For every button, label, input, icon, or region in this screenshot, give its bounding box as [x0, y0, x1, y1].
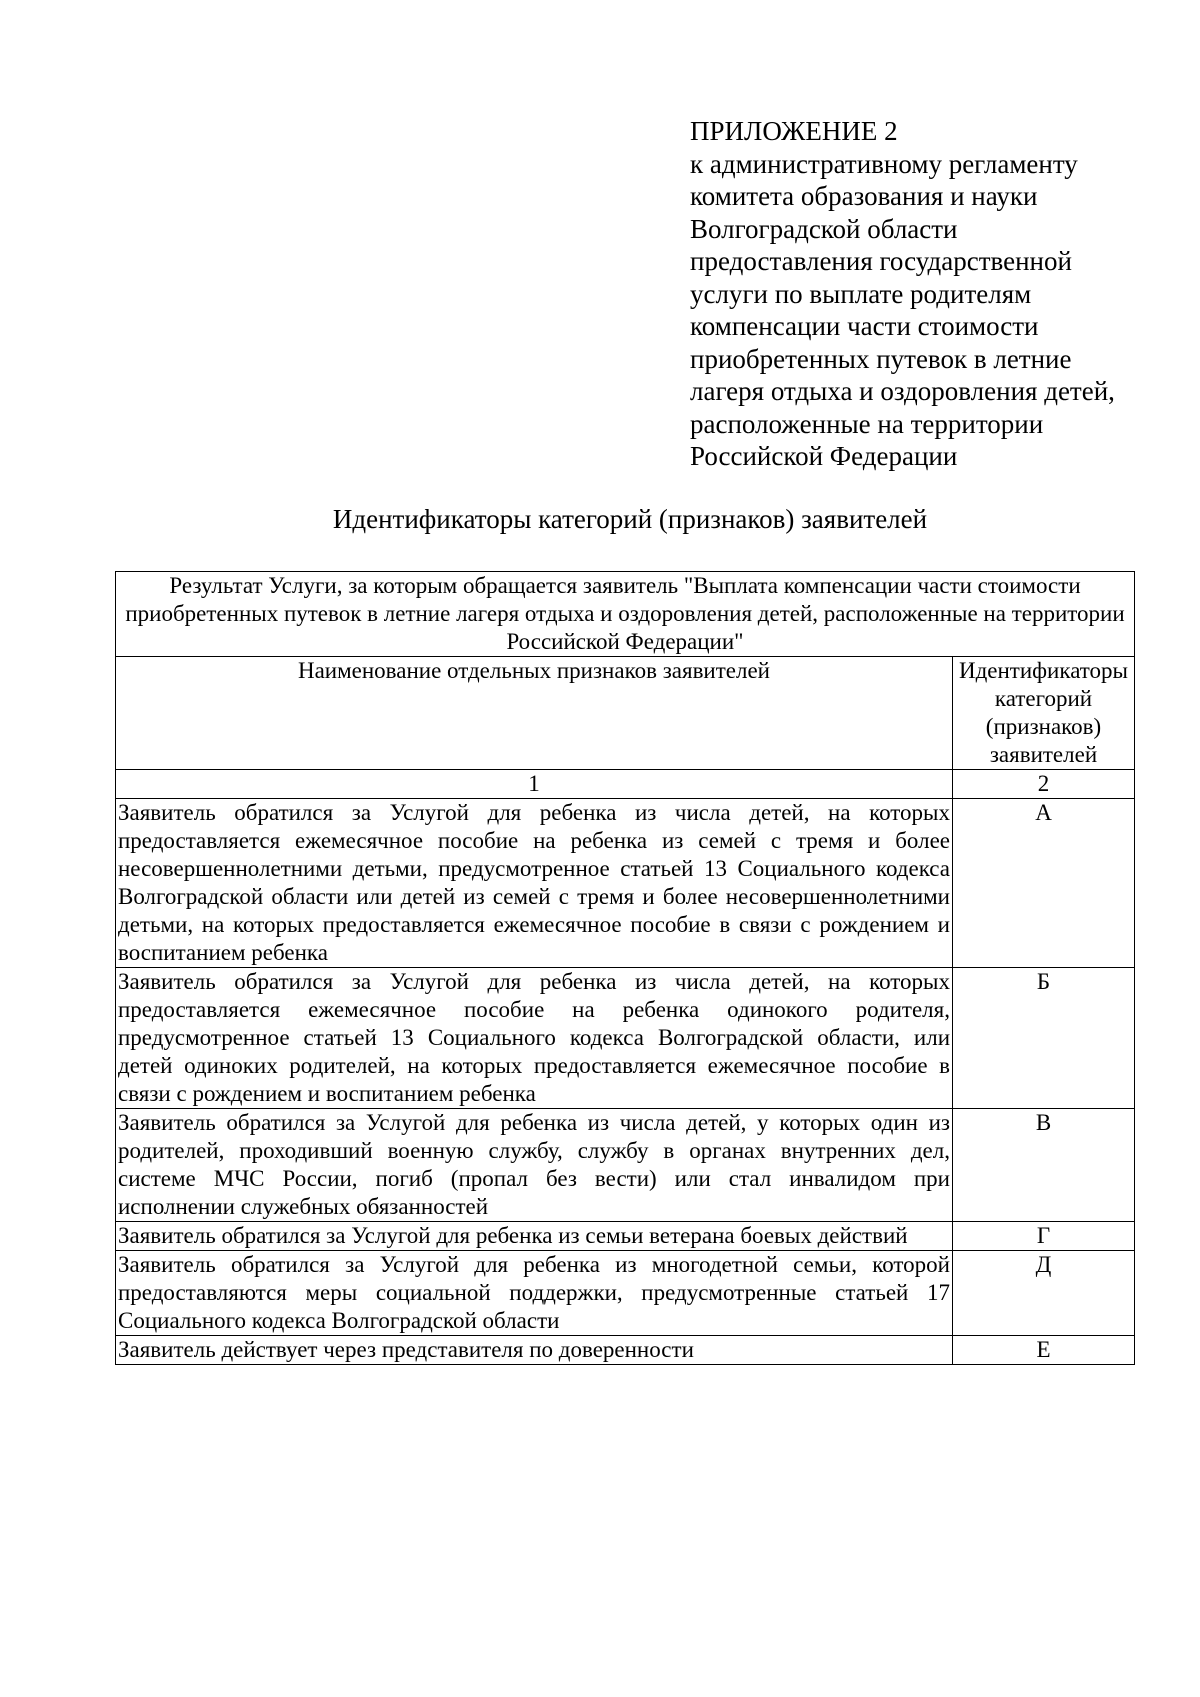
row-description: Заявитель действует через представителя по доверенности — [116, 1336, 953, 1365]
table-caption: Результат Услуги, за которым обращается заявитель "Выплата компенсации части стоимости приобретенных путевок в летние лагеря отдыха и оздоровления детей, расположенные на территории Российской Федерации" — [116, 572, 1135, 657]
table-row — [116, 1109, 1135, 1222]
column-header-features: Наименование отдельных признаков заявителей — [116, 657, 953, 770]
column-number-row — [116, 770, 1135, 799]
appendix-line: услуги по выплате родителям — [690, 278, 1032, 309]
table-row — [116, 968, 1135, 1109]
appendix-line: ПРИЛОЖЕНИЕ 2 — [690, 116, 898, 146]
row-identifier: Д — [953, 1251, 1135, 1336]
table-row — [116, 1222, 1135, 1251]
row-identifier: А — [953, 799, 1135, 968]
column-number-1: 1 — [116, 770, 953, 799]
row-identifier: Б — [953, 968, 1135, 1109]
row-identifier: Г — [953, 1222, 1135, 1251]
table-row — [116, 1251, 1135, 1336]
row-identifier: В — [953, 1109, 1135, 1222]
row-identifier: Е — [953, 1336, 1135, 1365]
appendix-line: расположенные на территории — [690, 408, 1044, 439]
row-description: Заявитель обратился за Услугой для ребенка из числа детей, на которых предоставляется ежемесячное пособие на ребенка одинокого родителя, предусмотренное статьей 13 Социального кодекса Волгоградской области, или детей одиноких родителей, на которых предоставляется ежемесячное пособие в связи с рождением и воспитанием ребенка — [116, 968, 953, 1109]
document-title: Идентификаторы категорий (признаков) заявителей — [332, 504, 928, 534]
column-number-2: 2 — [953, 770, 1135, 799]
column-header-identifiers: Идентификаторы категорий (признаков) заявителей — [953, 657, 1135, 770]
appendix-line: комитета образования и науки — [690, 181, 1038, 211]
row-description: Заявитель обратился за Услугой для ребенка из числа детей, у которых один из родителей, проходивший военную службу, службу в органах внутренних дел, системе МЧС России, погиб (пропал без вести) или стал инвалидом при исполнении служебных обязанностей — [116, 1109, 953, 1222]
table-header-row — [116, 657, 1135, 770]
appendix-line: Волгоградской области — [690, 213, 958, 244]
row-description: Заявитель обратился за Услугой для ребенка из многодетной семьи, которой предоставляются меры социальной поддержки, предусмотренные статьей 17 Социального кодекса Волгоградской области — [116, 1251, 953, 1336]
table-row — [116, 799, 1135, 968]
table-row — [116, 1336, 1135, 1365]
appendix-line: к административному регламенту — [690, 148, 1078, 179]
appendix-line: компенсации части стоимости — [690, 311, 1039, 341]
appendix-header — [690, 115, 1160, 473]
categories-table — [115, 571, 1135, 1365]
row-description: Заявитель обратился за Услугой для ребенка из числа детей, на которых предоставляется ежемесячное пособие на ребенка из семей с тремя и более несовершеннолетними детьми, предусмотренное статьей 13 Социального кодекса Волгоградской области или детей из семей с тремя и более несовершеннолетними детьми, на которых предоставляется ежемесячное пособие в связи с рождением и воспитанием ребенка — [116, 799, 953, 968]
table-caption-row — [116, 572, 1135, 657]
appendix-line: предоставления государственной — [690, 246, 1072, 276]
appendix-line: приобретенных путевок в летние — [690, 343, 1072, 374]
appendix-line: Российской Федерации — [690, 441, 958, 471]
appendix-line: лагеря отдыха и оздоровления детей, — [690, 376, 1115, 406]
row-description: Заявитель обратился за Услугой для ребенка из семьи ветерана боевых действий — [116, 1222, 953, 1251]
